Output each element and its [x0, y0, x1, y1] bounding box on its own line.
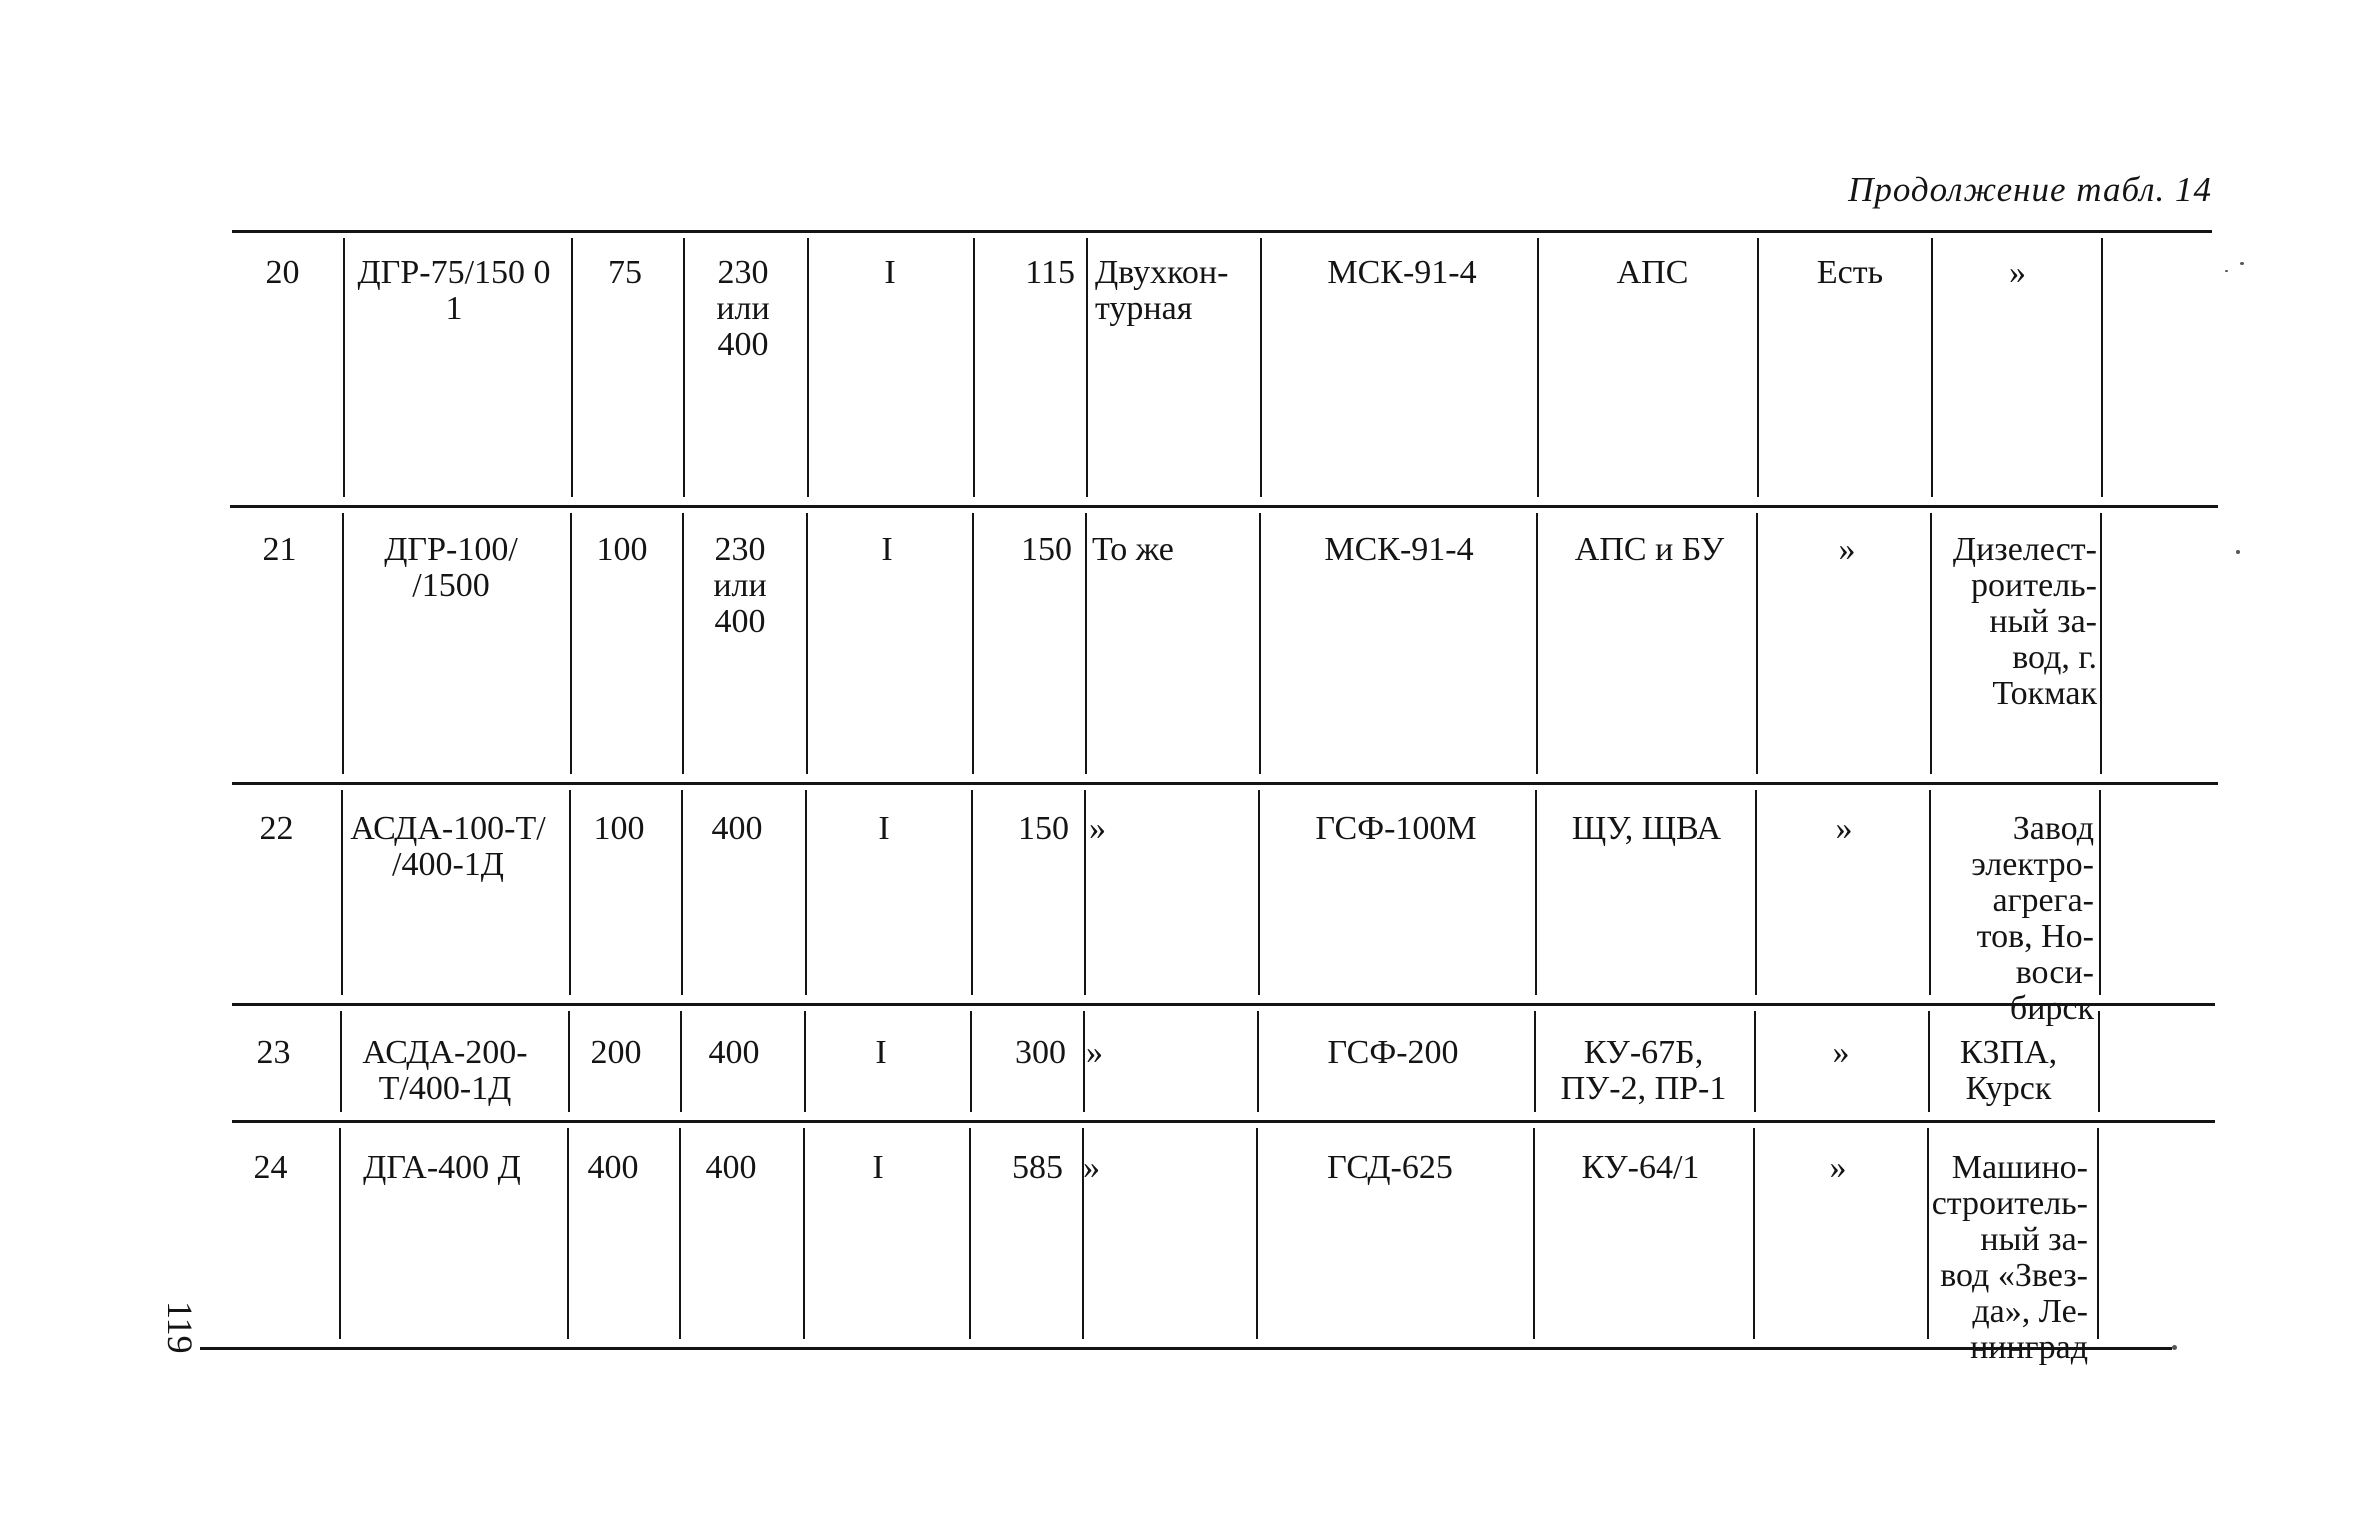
cell-control: АПС: [1616, 254, 1689, 291]
cell-category: I: [875, 1034, 887, 1071]
scan-speck: [2172, 1345, 2177, 1350]
cell-category: I: [881, 531, 893, 568]
column-divider: [682, 513, 684, 774]
cell-voltage: 400: [705, 1149, 757, 1186]
cell-circuit: »: [1086, 1034, 1103, 1071]
cell-voltage: 400: [711, 810, 763, 847]
column-divider: [1755, 790, 1757, 995]
cell-voltage: 400: [708, 1034, 760, 1071]
cell-power: 75: [608, 254, 642, 291]
scan-speck: [2236, 550, 2240, 554]
cell-circuit: »: [1089, 810, 1106, 847]
column-divider: [2098, 1011, 2100, 1112]
column-divider: [2099, 790, 2101, 995]
cell-manufacturer: Дизелест- роитель- ный за- вод, г. Токмак: [1952, 531, 2097, 712]
table-caption: Продолжение табл. 14: [1848, 170, 2212, 209]
cell-generator: МСК-91-4: [1324, 531, 1474, 568]
column-divider: [683, 238, 685, 497]
cell-power: 100: [596, 531, 648, 568]
cell-control: АПС и БУ: [1574, 531, 1725, 568]
cell-feature: »: [1832, 1034, 1850, 1071]
cell-manufacturer: КЗПА, Курск: [1959, 1034, 2058, 1107]
cell-row-number: 21: [262, 531, 297, 568]
cell-category: I: [878, 810, 890, 847]
cell-model: ДГР-100/ /1500: [384, 531, 518, 604]
table-rule: [232, 1120, 2215, 1123]
cell-circuit: »: [1083, 1149, 1100, 1186]
cell-feature: »: [1838, 531, 1856, 568]
cell-generator: МСК-91-4: [1327, 254, 1477, 291]
cell-feature: »: [1829, 1149, 1847, 1186]
cell-current: 150: [1018, 810, 1069, 847]
column-divider: [807, 238, 809, 497]
cell-row-number: 23: [256, 1034, 291, 1071]
column-divider: [2100, 513, 2102, 774]
cell-model: ДГР-75/150 0 1: [357, 254, 551, 327]
cell-circuit: То же: [1092, 531, 1174, 568]
cell-voltage: 230 или 400: [716, 254, 770, 363]
column-divider: [1083, 1011, 1085, 1112]
column-divider: [1084, 790, 1086, 995]
cell-manufacturer: Завод электро- агрега- тов, Но- воси- бирск: [1971, 810, 2094, 1027]
page-number: 119: [160, 1301, 200, 1354]
table-rule: [200, 1347, 2172, 1350]
cell-control: КУ-67Б, ПУ-2, ПР-1: [1560, 1034, 1727, 1107]
cell-model: АСДА-200- Т/400-1Д: [362, 1034, 528, 1107]
cell-power: 400: [587, 1149, 639, 1186]
scan-speck: [2225, 270, 2228, 272]
table-rule: [232, 230, 2212, 233]
cell-feature: »: [1835, 810, 1853, 847]
cell-control: КУ-64/1: [1581, 1149, 1700, 1186]
column-divider: [1085, 513, 1087, 774]
column-divider: [571, 238, 573, 497]
cell-current: 300: [1015, 1034, 1066, 1071]
cell-model: ДГА-400 Д: [363, 1149, 521, 1186]
cell-current: 115: [1025, 254, 1075, 291]
cell-generator: ГСФ-100М: [1315, 810, 1477, 847]
cell-row-number: 22: [259, 810, 294, 847]
cell-row-number: 20: [265, 254, 300, 291]
cell-generator: ГСД-625: [1327, 1149, 1453, 1186]
table-rule: [232, 1003, 2215, 1006]
cell-manufacturer: »: [2009, 254, 2026, 291]
cell-manufacturer: Машино- строитель- ный за- вод «Звез- да», Ле- нинград: [1931, 1149, 2088, 1366]
column-divider: [1086, 238, 1088, 497]
cell-row-number: 24: [253, 1149, 288, 1186]
cell-current: 585: [1012, 1149, 1063, 1186]
table-rule: [230, 505, 2218, 508]
cell-generator: ГСФ-200: [1327, 1034, 1459, 1071]
cell-power: 200: [590, 1034, 642, 1071]
cell-control: ЩУ, ЩВА: [1571, 810, 1722, 847]
cell-current: 150: [1021, 531, 1072, 568]
table-rule: [232, 782, 2218, 785]
cell-circuit: Двухкон- турная: [1095, 254, 1229, 327]
cell-feature: Есть: [1816, 254, 1884, 291]
scan-speck: [2240, 262, 2244, 265]
cell-voltage: 230 или 400: [713, 531, 767, 640]
cell-category: I: [884, 254, 896, 291]
column-divider: [2101, 238, 2103, 497]
cell-category: I: [872, 1149, 884, 1186]
cell-power: 100: [593, 810, 645, 847]
cell-model: АСДА-100-Т/ /400-1Д: [350, 810, 546, 883]
column-divider: [2097, 1128, 2099, 1339]
